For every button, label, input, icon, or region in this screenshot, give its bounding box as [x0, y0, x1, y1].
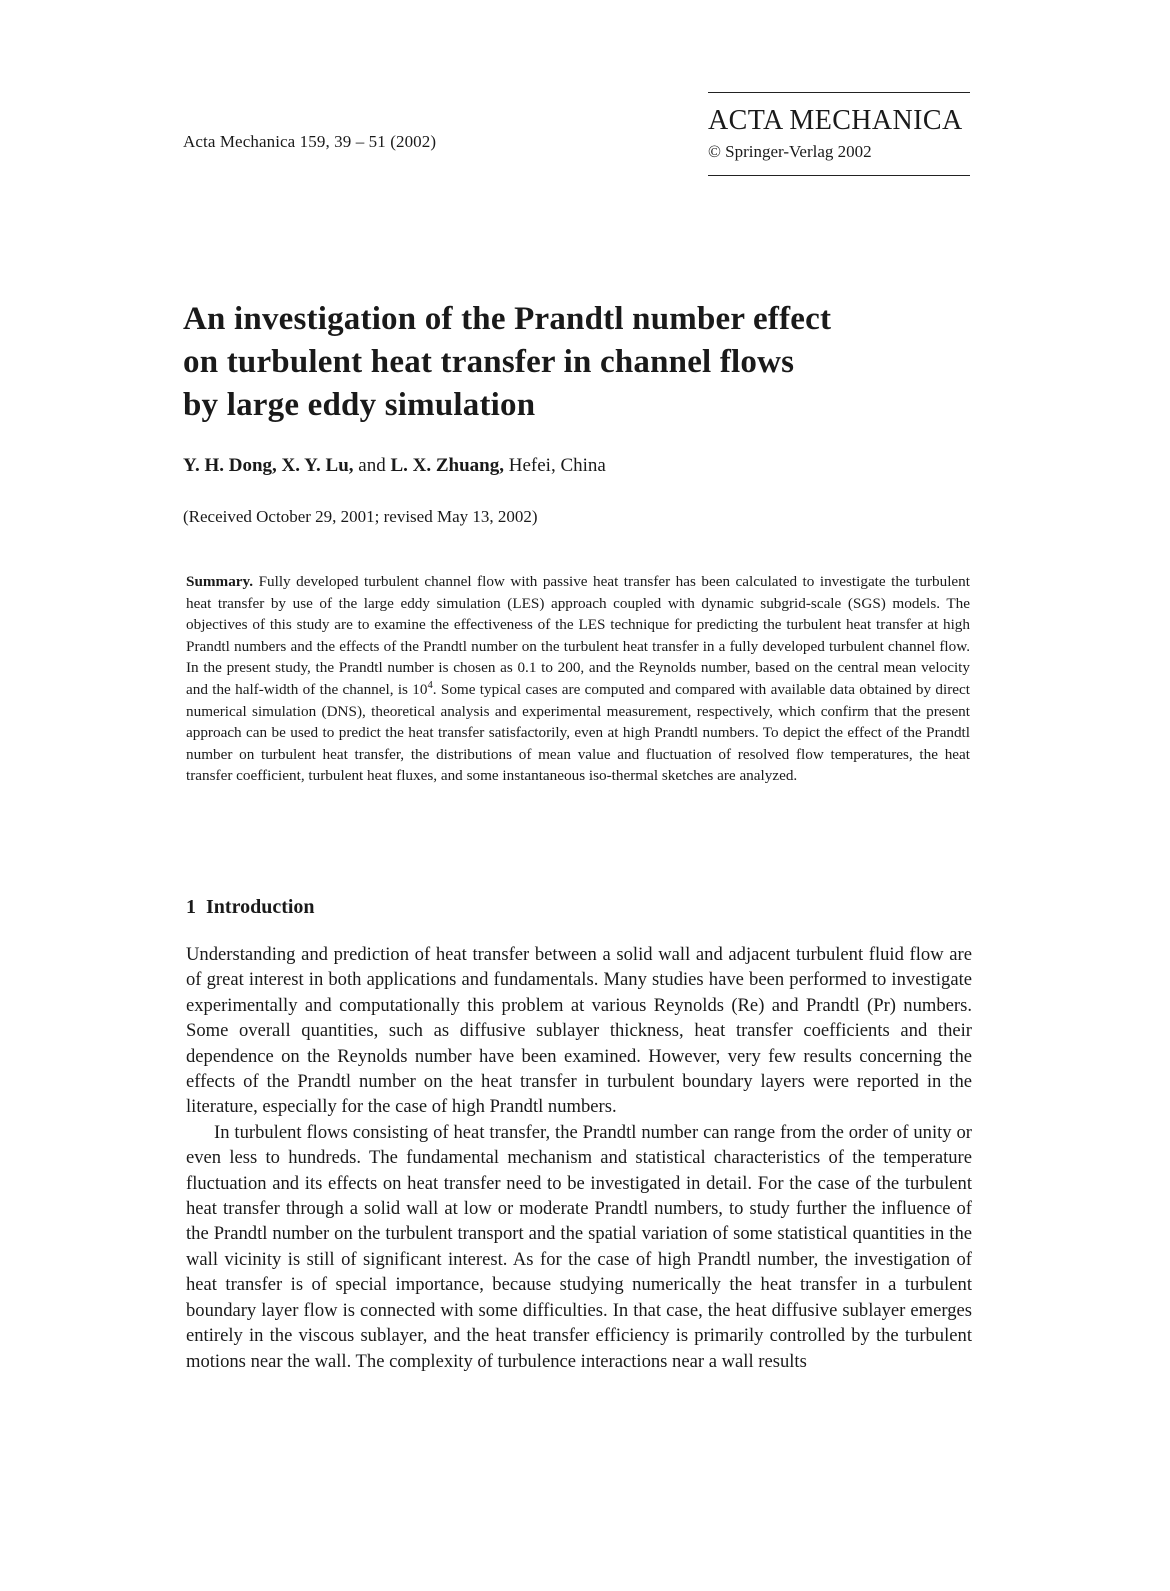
author-name: L. X. Zhuang,	[390, 455, 504, 476]
title-line: on turbulent heat transfer in channel flows	[183, 344, 795, 380]
summary-label: Summary.	[186, 573, 254, 590]
journal-citation: Acta Mechanica 159, 39 – 51 (2002)	[183, 132, 437, 151]
author-name: Y. H. Dong,	[183, 455, 277, 476]
received-dates: (Received October 29, 2001; revised May 13, 2002)	[183, 507, 538, 526]
section-body	[186, 942, 972, 1374]
summary-abstract	[186, 571, 970, 787]
reynolds-exponent: 4	[427, 679, 433, 691]
title-line: An investigation of the Prandtl number effect	[183, 301, 832, 337]
paper-title	[183, 298, 943, 427]
title-line: by large eddy simulation	[183, 387, 536, 423]
body-paragraph: Understanding and prediction of heat transfer between a solid wall and adjacent turbulent fluid flow are of great interest in both applications and fundamentals. Many studies have been performed to investigate experimentally and computationally this problem at various Reynolds (Re) and Prandtl (Pr) numbers. Some overall quantities, such as diffusive sublayer thickness, heat transfer coefficients and their dependence on the Reynolds number have been examined. However, very few results concerning the effects of the Prandtl number on the heat transfer in turbulent boundary layers were reported in the literature, especially for the case of high Prandtl numbers.	[186, 944, 972, 1118]
author-name: X. Y. Lu,	[281, 455, 354, 476]
summary-text: . Some typical cases are computed and compared with available data obtained by direct numerical simulation (DNS), theoretical analysis and experimental measurement, respectively, which confirm that the present approach can be used to predict the heat transfer satisfactorily, even at high Prandtl numbers. To depict the effect of the Prandtl number on turbulent heat transfer, the distributions of mean value and fluctuation of resolved flow temperatures, the heat transfer coefficient, turbulent heat fluxes, and some instantaneous iso-thermal sketches are analyzed.	[186, 680, 970, 785]
copyright-line: © Springer-Verlag 2002	[708, 142, 872, 161]
summary-text: Fully developed turbulent channel flow with passive heat transfer has been calculated to investigate the turbulent heat transfer by use of the large eddy simulation (LES) approach coupled with dynamic subgrid-scale (SGS) models. The objectives of this study are to examine the effectiveness of the LES technique for predicting the turbulent heat transfer at high Prandtl numbers and the effects of the Prandtl number on the turbulent heat transfer in a fully developed turbulent channel flow. In the present study, the Prandtl number is chosen as 0.1 to 200, and the Reynolds number, based on the central mean velocity and the half-width of the channel, is 10	[186, 573, 970, 698]
section-title: Introduction	[206, 896, 315, 918]
top-rule	[708, 92, 970, 93]
affiliation-location: Hefei, China	[508, 455, 606, 476]
bottom-rule	[708, 175, 970, 176]
section-heading	[186, 896, 315, 919]
section-number: 1	[186, 896, 196, 918]
author-line	[183, 455, 606, 477]
journal-name: ACTA MECHANICA	[708, 105, 963, 136]
journal-masthead	[708, 92, 970, 176]
conjunction: and	[358, 455, 386, 476]
body-paragraph: In turbulent flows consisting of heat transfer, the Prandtl number can range from the order of unity or even less to hundreds. The fundamental mechanism and statistical characteristics of the temperature fluctuation and its effects on heat transfer need to be investigated in detail. For the case of the turbulent heat transfer through a solid wall at low or moderate Prandtl numbers, to study further the influence of the Prandtl number on the turbulent transport and the spatial variation of some statistical quantities in the wall vicinity is still of significant interest. As for the case of high Prandtl number, the investigation of heat transfer is of special importance, because studying numerically the heat transfer in a turbulent boundary layer flow is connected with some difficulties. In that case, the heat diffusive sublayer emerges entirely in the viscous sublayer, and the heat transfer efficiency is primarily controlled by the turbulent motions near the wall. The complexity of turbulence interactions near a wall results	[186, 1121, 972, 1372]
